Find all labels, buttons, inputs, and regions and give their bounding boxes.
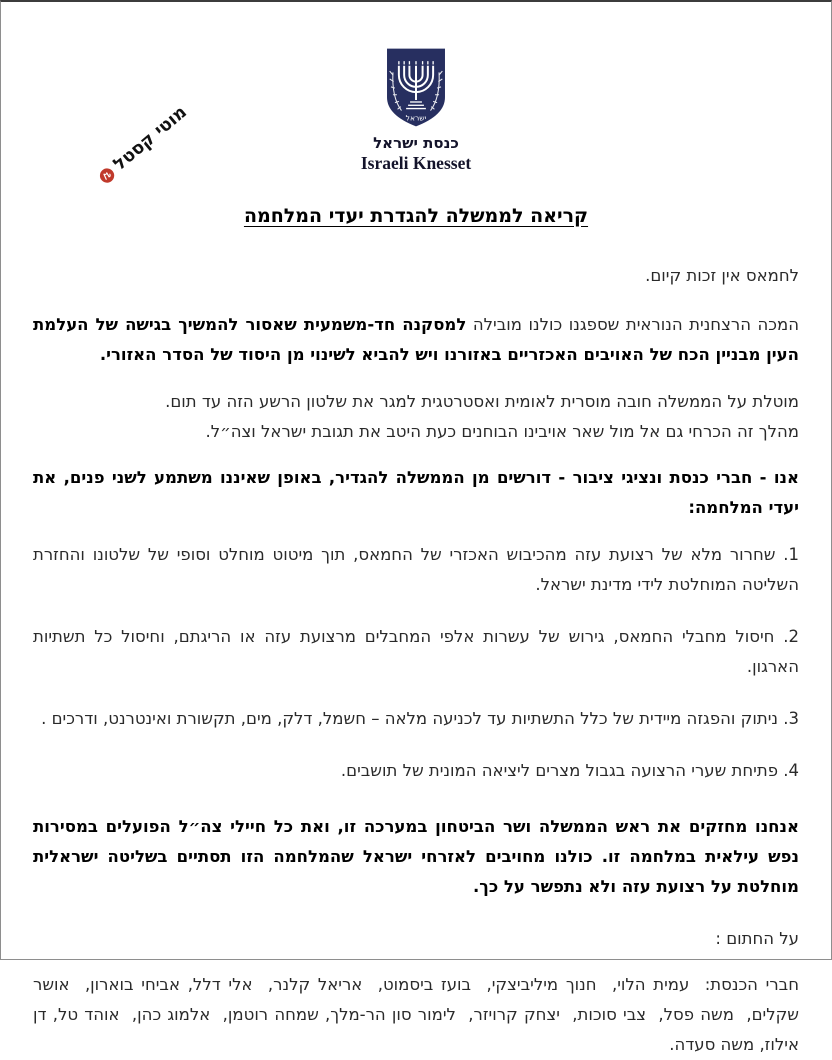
stamp-name: מוטי קסטל [109, 102, 191, 175]
knesset-emblem-icon [383, 46, 449, 129]
paragraph-demand: אנו - חברי כנסת ונציגי ציבור - דורשים מן הממשלה להגדיר, באופן שאיננו משתמע לשני פנים, את יעדי המלחמה: [33, 468, 799, 517]
war-goal-item: 2. חיסול מחבלי החמאס, גירוש של עשרות אלפי המחבלים מרצועת עזה או הריגתם, וחיסול כל תשתיות הארגון. [33, 626, 799, 676]
paragraph-strike-regular: המכה הרצחנית הנוראית שספגנו כולנו מובילה [466, 315, 799, 334]
paragraph-strike-bold: למסקנה חד-משמעית שאסור להמשיך בגישה של העלמת העין מבניין הכח של האויבים האכזריים באזורנו ויש להביא לשינוי מן היסוד של הסדר האזורי. [33, 315, 799, 364]
paragraph-opening: לחמאס אין זכות קיום. [645, 266, 799, 285]
document-title: קריאה לממשלה להגדרת יעדי המלחמה [243, 205, 589, 227]
signature-heading: על החתום : [715, 928, 799, 948]
stamp-logo-icon [96, 165, 117, 186]
document-body [1, 261, 831, 1060]
war-goal-item: 4. פתיחת שערי הרצועה בגבול מצרים ליציאה המונית של תושבים. [340, 760, 799, 780]
signatories-list: חברי הכנסת: עמית הלוי, חנוך מיליביצקי, בועז ביסמוט, אריאל קלנר, אלי דלל, אביחי בוארון, אושר שקלים, משה פסל, צבי סוכות, יצחק קרויזר, לימור סון הר-מלך, שמחה רוטמן, אלמוג כהן, אוהד טל, דן אילוז, משה סעדה. [27, 975, 799, 1054]
paragraph-strike [33, 310, 799, 370]
war-goal-item: 3. ניתוק והפגזה מיידית של כלל התשתיות עד לכניעה מלאה – חשמל, דלק, מים, תקשורת ואינטרנט, ודרכים . [41, 708, 799, 728]
paragraph-duty [33, 387, 799, 447]
duty-line-1: מוטלת על הממשלה חובה מוסרית לאומית ואסטרטגית למגר את שלטון הרשע הזה עד תום. [165, 391, 799, 411]
duty-line-2: מהלך זה הכרחי גם אל מול שאר אויבינו הבוחנים כעת היטב את תגובת ישראל וצה״ל. [205, 421, 799, 441]
org-name-hebrew: כנסת ישראל [373, 134, 459, 152]
org-name-english: Israeli Knesset [360, 153, 472, 173]
war-goal-item: 1. שחרור מלא של רצועת עזה מהכיבוש האכזרי של החמאס, תוך מיטוט מוחלט וסופי של שלטונו והחזרת השליטה המוחלטת לידי מדינת ישראל. [33, 544, 799, 594]
emblem-text: ישראל [405, 113, 427, 123]
paragraph-closing: אנחנו מחזקים את ראש הממשלה ושר הביטחון במערכה זו, ואת כל חיילי צה״ל הפועלים במסירות נפש עילאית במלחמה זו. כולנו מחויבים לאזרחי ישראל שהמלחמה הזו תסתיים בשליטה ישראלית מוחלטת על רצועת עזה ולא נתפשר על כך. [33, 816, 799, 896]
